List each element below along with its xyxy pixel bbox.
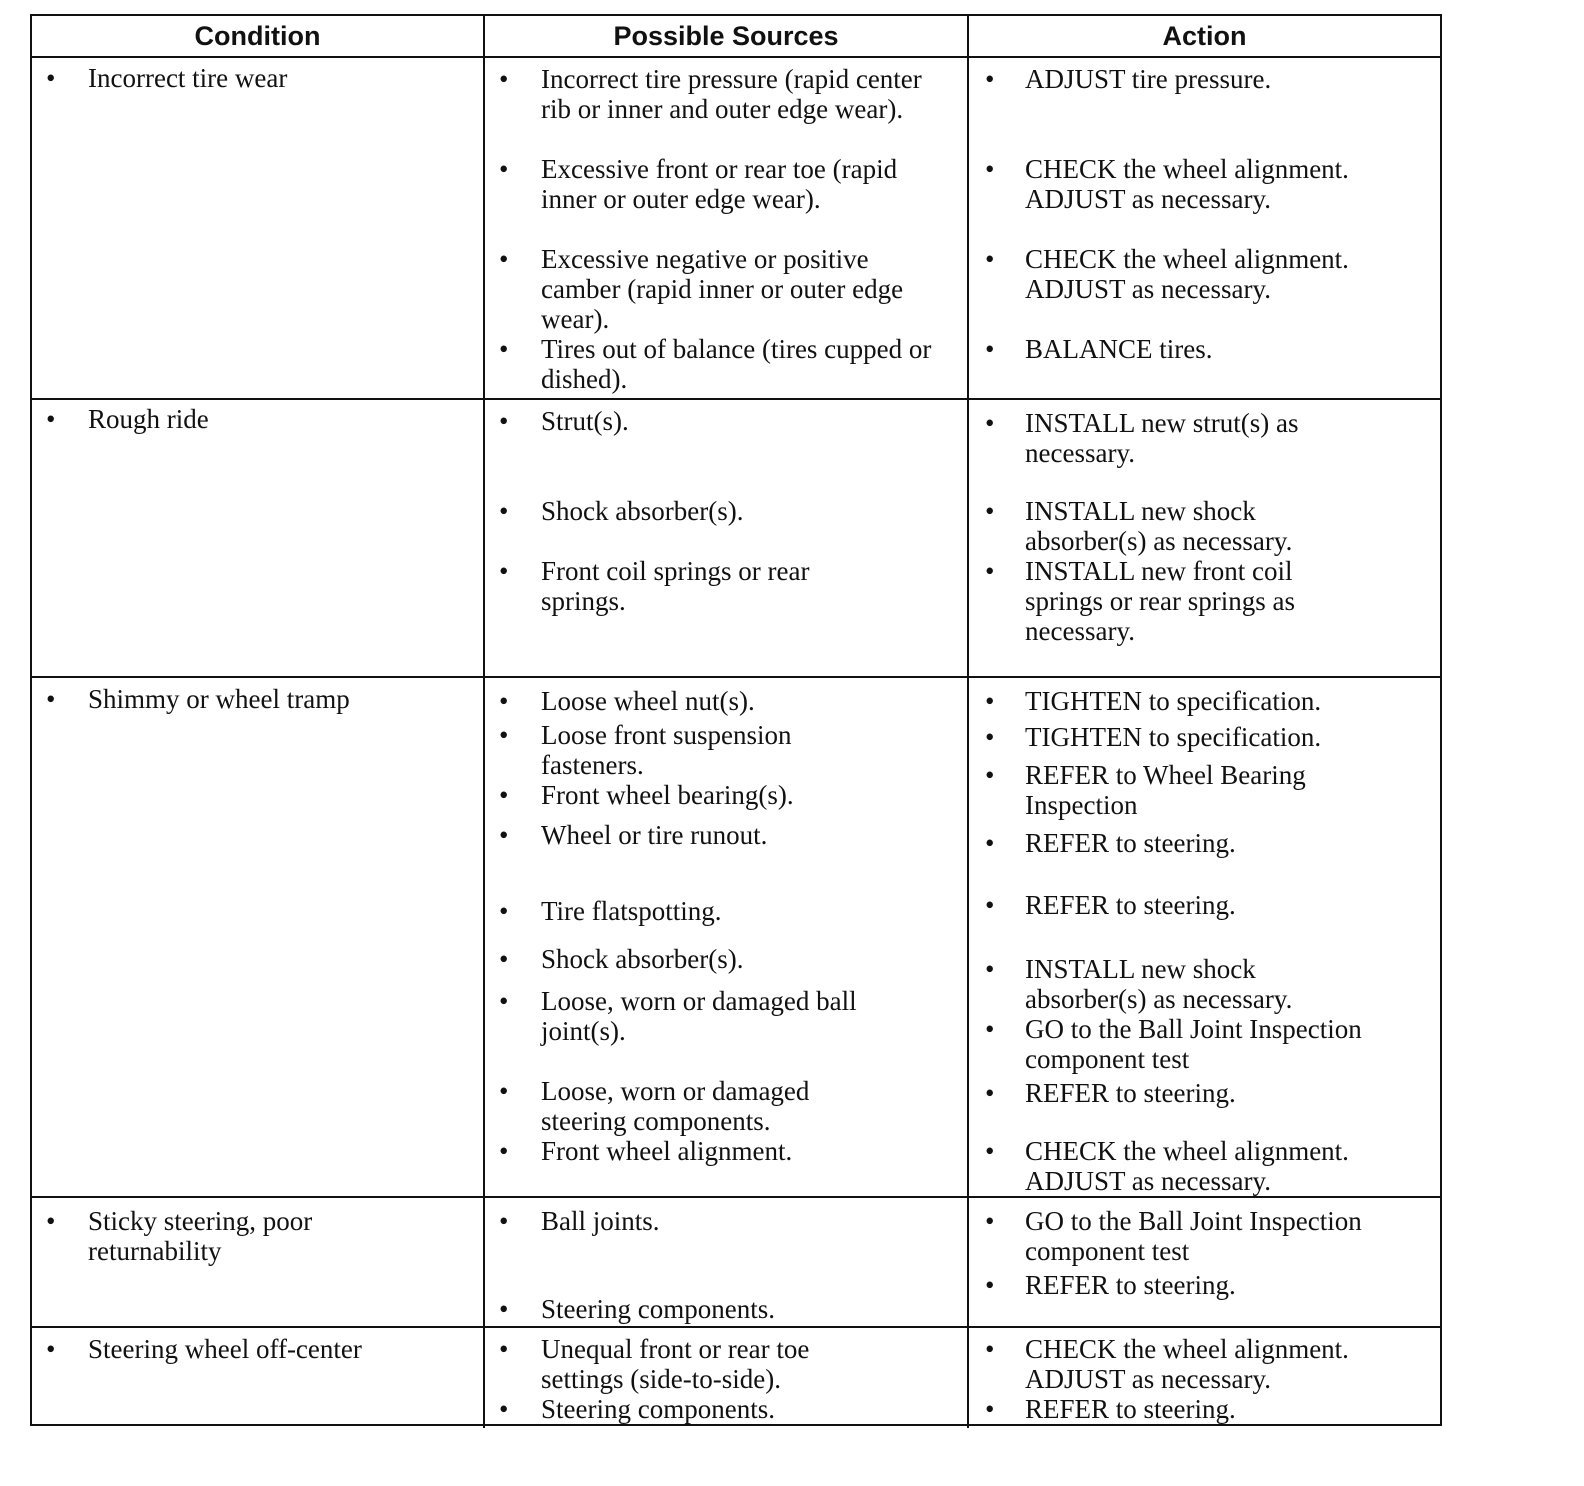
condition-text: Shimmy or wheel tramp bbox=[88, 684, 350, 714]
bullet-icon: • bbox=[985, 1136, 995, 1166]
bullet-icon: • bbox=[985, 496, 995, 526]
source-item: Shock absorber(s). bbox=[541, 496, 744, 526]
action-cell bbox=[969, 1198, 1440, 1326]
action-item: REFER to steering. bbox=[1025, 828, 1236, 858]
bullet-icon: • bbox=[985, 408, 995, 438]
action-item: GO to the Ball Joint Inspection component test bbox=[1025, 1014, 1362, 1074]
source-item: Front wheel bearing(s). bbox=[541, 780, 794, 810]
source-item: Steering components. bbox=[541, 1394, 775, 1424]
bullet-icon: • bbox=[499, 896, 509, 926]
bullet-icon: • bbox=[985, 828, 995, 858]
table-row bbox=[32, 678, 1440, 1198]
action-header: Action bbox=[1162, 21, 1247, 51]
source-item: Tire flatspotting. bbox=[541, 896, 722, 926]
bullet-icon: • bbox=[499, 1136, 509, 1166]
table-row bbox=[32, 1328, 1440, 1428]
source-item: Front coil springs or rear springs. bbox=[541, 556, 810, 616]
source-item: Excessive negative or positive camber (rapid inner or outer edge wear). bbox=[541, 244, 904, 334]
bullet-icon: • bbox=[46, 1206, 56, 1236]
header-row bbox=[32, 16, 1440, 58]
bullet-icon: • bbox=[499, 820, 509, 850]
bullet-icon: • bbox=[499, 720, 509, 750]
bullet-icon: • bbox=[499, 1206, 509, 1236]
action-item: INSTALL new strut(s) as necessary. bbox=[1025, 408, 1299, 468]
condition-cell bbox=[32, 58, 485, 398]
action-cell bbox=[969, 678, 1440, 1196]
condition-cell bbox=[32, 1198, 485, 1326]
action-item: REFER to steering. bbox=[1025, 1394, 1236, 1424]
table-row bbox=[32, 58, 1440, 400]
bullet-icon: • bbox=[985, 154, 995, 184]
condition-text: Sticky steering, poor returnability bbox=[88, 1206, 313, 1266]
action-item: CHECK the wheel alignment. ADJUST as necessary. bbox=[1025, 154, 1349, 214]
action-item: CHECK the wheel alignment. ADJUST as necessary. bbox=[1025, 244, 1349, 304]
bullet-icon: • bbox=[499, 406, 509, 436]
source-item: Incorrect tire pressure (rapid center rib or inner and outer edge wear). bbox=[541, 64, 922, 124]
bullet-icon: • bbox=[499, 556, 509, 586]
action-item: TIGHTEN to specification. bbox=[1025, 722, 1322, 752]
bullet-icon: • bbox=[46, 1334, 56, 1364]
action-item: CHECK the wheel alignment. ADJUST as necessary. bbox=[1025, 1334, 1349, 1394]
bullet-icon: • bbox=[985, 556, 995, 586]
bullet-icon: • bbox=[499, 64, 509, 94]
action-item: TIGHTEN to specification. bbox=[1025, 686, 1322, 716]
bullet-icon: • bbox=[985, 760, 995, 790]
bullet-icon: • bbox=[985, 1078, 995, 1108]
source-item: Loose, worn or damaged steering components. bbox=[541, 1076, 810, 1136]
condition-cell bbox=[32, 1328, 485, 1428]
source-item: Wheel or tire runout. bbox=[541, 820, 768, 850]
source-item: Strut(s). bbox=[541, 406, 629, 436]
sources-cell bbox=[485, 400, 969, 676]
bullet-icon: • bbox=[499, 1394, 509, 1424]
action-item: INSTALL new front coil springs or rear springs as necessary. bbox=[1025, 556, 1295, 646]
source-item: Loose front suspension fasteners. bbox=[541, 720, 792, 780]
bullet-icon: • bbox=[985, 1014, 995, 1044]
action-item: ADJUST tire pressure. bbox=[1025, 64, 1272, 94]
action-item: REFER to Wheel Bearing Inspection bbox=[1025, 760, 1306, 820]
sources-header: Possible Sources bbox=[485, 16, 969, 56]
bullet-icon: • bbox=[985, 890, 995, 920]
action-item: REFER to steering. bbox=[1025, 890, 1236, 920]
bullet-icon: • bbox=[985, 1270, 995, 1300]
condition-text: Incorrect tire wear bbox=[88, 63, 288, 93]
bullet-icon: • bbox=[499, 1294, 509, 1324]
action-cell bbox=[969, 1328, 1440, 1428]
bullet-icon: • bbox=[46, 684, 56, 714]
action-item: BALANCE tires. bbox=[1025, 334, 1213, 364]
table-row bbox=[32, 400, 1440, 678]
bullet-icon: • bbox=[985, 1334, 995, 1364]
source-item: Steering components. bbox=[541, 1294, 775, 1324]
diagnosis-table bbox=[30, 14, 1442, 1426]
action-item: INSTALL new shock absorber(s) as necessary. bbox=[1025, 496, 1293, 556]
source-item: Excessive front or rear toe (rapid inner or outer edge wear). bbox=[541, 154, 898, 214]
sources-cell bbox=[485, 678, 969, 1196]
condition-header: Condition bbox=[32, 16, 485, 56]
bullet-icon: • bbox=[985, 1206, 995, 1236]
source-item: Ball joints. bbox=[541, 1206, 660, 1236]
bullet-icon: • bbox=[499, 986, 509, 1016]
bullet-icon: • bbox=[985, 1394, 995, 1424]
action-cell bbox=[969, 400, 1440, 676]
source-item: Loose wheel nut(s). bbox=[541, 686, 755, 716]
bullet-icon: • bbox=[499, 686, 509, 716]
bullet-icon: • bbox=[499, 780, 509, 810]
action-item: REFER to steering. bbox=[1025, 1270, 1236, 1300]
bullet-icon: • bbox=[985, 244, 995, 274]
bullet-icon: • bbox=[499, 496, 509, 526]
action-item: REFER to steering. bbox=[1025, 1078, 1236, 1108]
source-item: Tires out of balance (tires cupped or dished). bbox=[541, 334, 932, 394]
sources-cell bbox=[485, 1328, 969, 1428]
bullet-icon: • bbox=[985, 334, 995, 364]
bullet-icon: • bbox=[499, 334, 509, 364]
condition-text: Steering wheel off-center bbox=[88, 1334, 362, 1364]
bullet-icon: • bbox=[46, 63, 56, 93]
table-row bbox=[32, 1198, 1440, 1328]
action-cell bbox=[969, 58, 1440, 398]
bullet-icon: • bbox=[499, 1334, 509, 1364]
bullet-icon: • bbox=[46, 404, 56, 434]
source-item: Front wheel alignment. bbox=[541, 1136, 793, 1166]
bullet-icon: • bbox=[499, 244, 509, 274]
action-item: CHECK the wheel alignment. ADJUST as necessary. bbox=[1025, 1136, 1349, 1196]
source-item: Shock absorber(s). bbox=[541, 944, 744, 974]
bullet-icon: • bbox=[499, 1076, 509, 1106]
bullet-icon: • bbox=[499, 154, 509, 184]
action-item: INSTALL new shock absorber(s) as necessary. bbox=[1025, 954, 1293, 1014]
sources-cell bbox=[485, 58, 969, 398]
condition-cell bbox=[32, 678, 485, 1196]
bullet-icon: • bbox=[499, 944, 509, 974]
bullet-icon: • bbox=[985, 64, 995, 94]
action-item: GO to the Ball Joint Inspection component test bbox=[1025, 1206, 1362, 1266]
sources-cell bbox=[485, 1198, 969, 1326]
condition-text: Rough ride bbox=[88, 404, 209, 434]
bullet-icon: • bbox=[985, 954, 995, 984]
source-item: Loose, worn or damaged ball joint(s). bbox=[541, 986, 857, 1046]
bullet-icon: • bbox=[985, 686, 995, 716]
condition-cell bbox=[32, 400, 485, 676]
source-item: Unequal front or rear toe settings (side-to-side). bbox=[541, 1334, 810, 1394]
bullet-icon: • bbox=[985, 722, 995, 752]
